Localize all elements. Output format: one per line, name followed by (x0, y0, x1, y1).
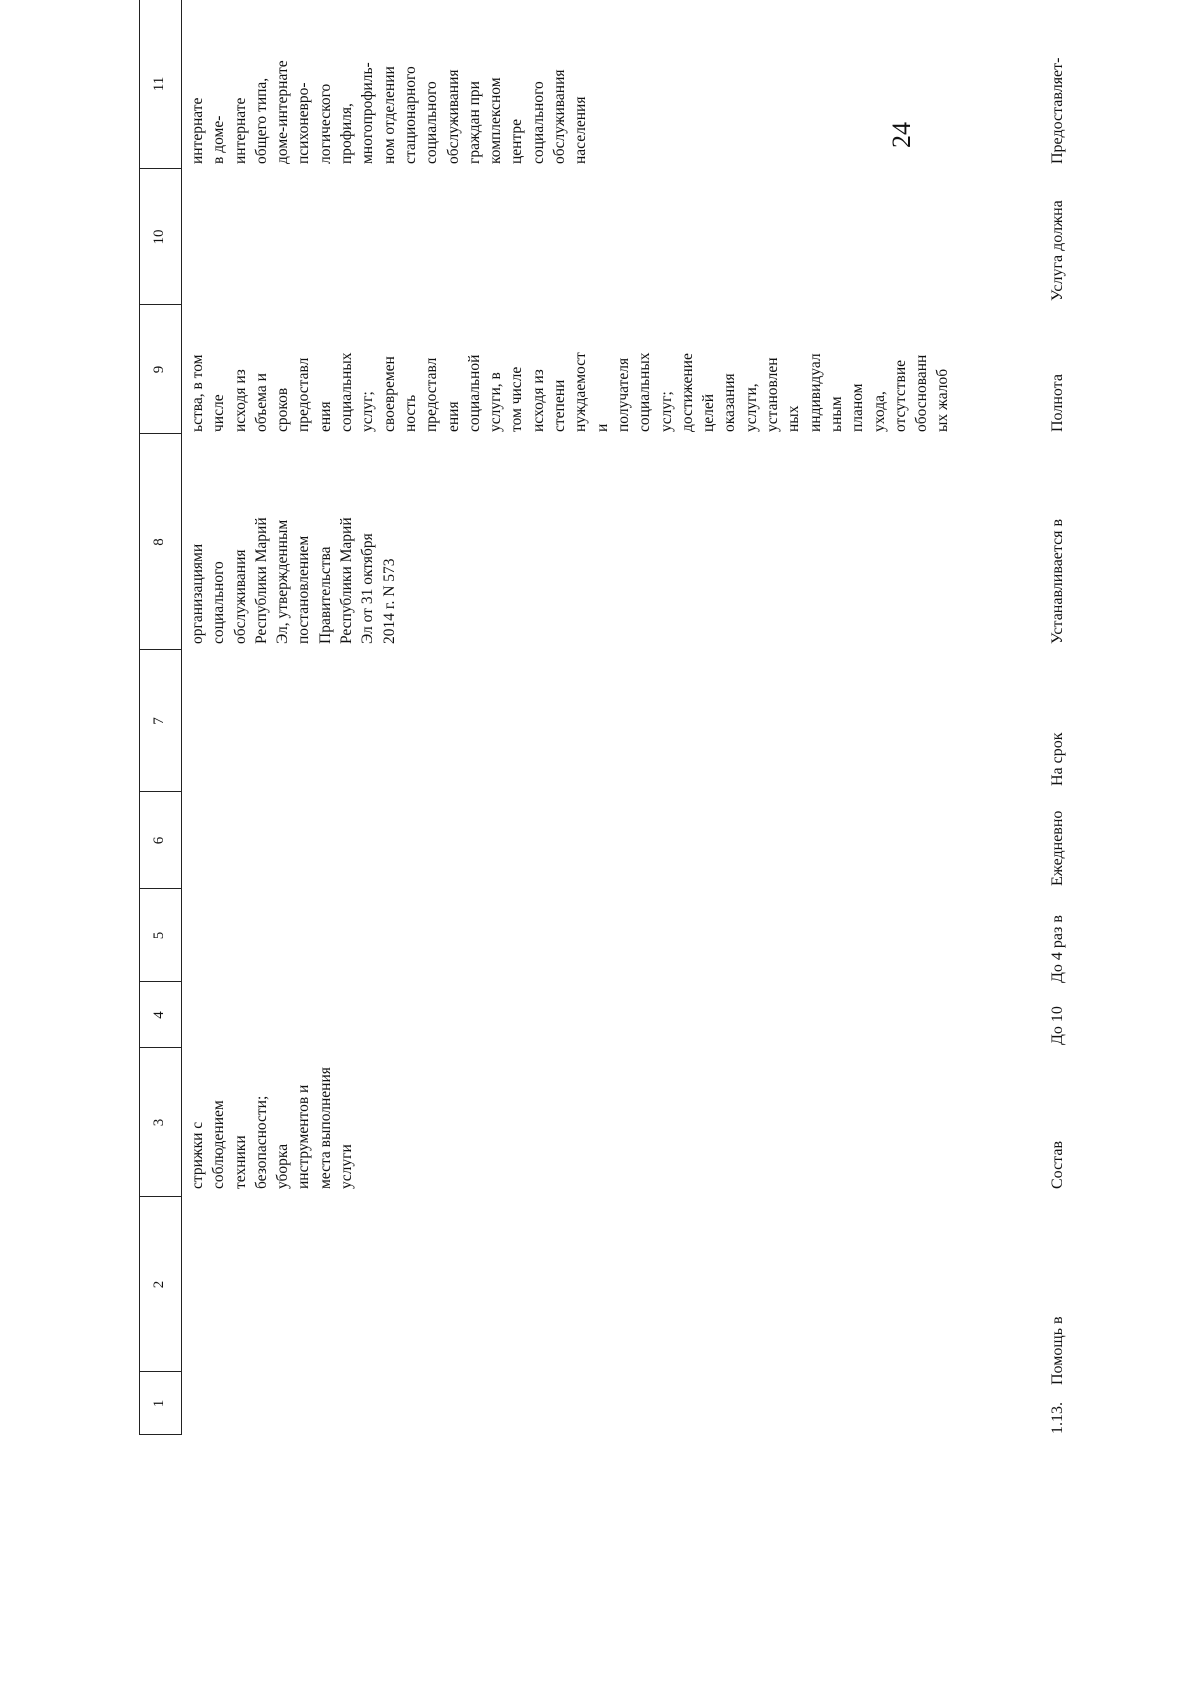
cell-line: обслуживания (551, 69, 569, 164)
cell-line: стрижки с (189, 1121, 206, 1189)
row-col11: Предоставляет- (1049, 57, 1066, 164)
cell-line: услуги, в (487, 372, 505, 432)
cell-line: 2014 г. N 573 (380, 558, 398, 644)
cell-line: том числе (508, 366, 526, 432)
cell-line: нуждаемост (572, 352, 590, 432)
cell-line: степени (551, 379, 569, 432)
cell-line: установлен (764, 357, 782, 432)
cell-line: социального (529, 81, 547, 164)
cell-line: планом (849, 383, 867, 432)
cell-line: места выполнения (316, 1067, 334, 1189)
cell-line: соблюдением (210, 1100, 228, 1189)
cell-line: услуг; (359, 391, 377, 432)
cell-line: ность (401, 394, 419, 432)
column-number-10: 10 (151, 229, 168, 245)
column-number-1: 1 (151, 1399, 168, 1408)
cell-line: безопасности; (252, 1095, 270, 1189)
cell-line: Республики Марий (252, 517, 270, 644)
cell-line: ном отделении (380, 66, 398, 164)
cell-line: комплексном (487, 77, 505, 164)
cell-line: ения (444, 401, 462, 432)
cell-line: ых жалоб (934, 368, 952, 432)
cell-line: уборка (274, 1143, 292, 1189)
column-number-4: 4 (151, 1011, 168, 1019)
cell-line: оказания (721, 373, 739, 432)
cell-line: социального (210, 561, 228, 644)
cell-line: ных (785, 405, 803, 432)
cell-line: обслуживания (231, 549, 249, 644)
header-bottom-line (181, 0, 182, 1435)
cell-line: исходя из (231, 369, 249, 432)
cell-line: ения (316, 401, 334, 432)
column-number-6: 6 (151, 836, 168, 845)
cell-line: услуг; (657, 391, 675, 432)
cell-line: многопрофиль- (359, 62, 377, 164)
cell-col9 (187, 352, 954, 432)
cell-line: Эл от 31 октября (359, 533, 377, 644)
cell-col11 (187, 60, 592, 164)
row-col2: Помощь в (1049, 1316, 1066, 1385)
cell-line: организациями (189, 543, 206, 644)
cell-line: постановлением (295, 535, 313, 644)
column-number-11: 11 (151, 76, 168, 92)
row-col8: Устанавливается в (1049, 518, 1066, 644)
cell-line: предоставл (423, 357, 441, 432)
cell-line: целей (700, 393, 718, 432)
cell-line: психоневро- (295, 82, 313, 164)
cell-line: числе (210, 394, 228, 432)
cell-line: услуги, (742, 383, 760, 432)
cell-line: ьства, в том (189, 354, 206, 432)
column-number-5: 5 (151, 931, 168, 940)
cell-line: объема и (252, 373, 270, 432)
column-number-9: 9 (151, 365, 168, 374)
cell-line: социальных (636, 352, 654, 432)
cell-line: граждан при (465, 81, 483, 164)
cell-line: ьным (827, 396, 845, 432)
cell-line: Республики Марий (338, 517, 356, 644)
cell-col8 (187, 517, 400, 644)
cell-line: в доме- (210, 115, 228, 164)
cell-line: сроков (274, 387, 292, 432)
cell-line: профиля, (338, 103, 356, 164)
cell-line: обслуживания (444, 69, 462, 164)
cell-line: интернате (231, 97, 249, 164)
row-col4: До 10 (1049, 1006, 1066, 1045)
cell-line: обоснованн (913, 354, 931, 432)
row-col7: На срок (1049, 732, 1066, 786)
cell-line: получателя (614, 357, 632, 432)
cell-line: отсутствие (891, 359, 909, 432)
cell-line: своевремен (380, 356, 398, 432)
cell-line: социальных (338, 352, 356, 432)
cell-line: логического (316, 83, 334, 164)
cell-line: Правительства (316, 546, 334, 644)
cell-line: стационарного (401, 66, 419, 164)
cell-line: и (593, 423, 611, 432)
row-col3: Состав (1049, 1140, 1066, 1189)
cell-col3 (187, 1067, 357, 1189)
cell-line: Эл, утвержденным (274, 519, 292, 644)
cell-line: инструментов и (295, 1084, 313, 1189)
cell-line: предоставл (295, 357, 313, 432)
cell-line: интернате (189, 97, 206, 164)
column-number-2: 2 (151, 1280, 168, 1289)
cell-line: социального (423, 81, 441, 164)
cell-line: услуги (338, 1144, 356, 1189)
row-col6: Ежедневно (1049, 810, 1066, 886)
cell-line: достижение (678, 353, 696, 432)
cell-line: общего типа, (252, 77, 270, 164)
cell-line: ухода, (870, 391, 888, 432)
row-col10: Услуга должна (1049, 200, 1066, 301)
page-number-text: 24 (887, 122, 916, 148)
cell-line: доме-интернате (274, 60, 292, 164)
row-number: 1.13. (1049, 1402, 1066, 1434)
cell-line: социальной (465, 354, 483, 432)
cell-line: населения (572, 96, 590, 164)
row-col5: До 4 раз в (1049, 915, 1066, 983)
cell-line: индивидуал (806, 353, 824, 432)
cell-line: исходя из (529, 369, 547, 432)
cell-line: техники (231, 1135, 249, 1189)
row-col9: Полнота (1049, 374, 1066, 432)
column-number-7: 7 (151, 717, 168, 725)
column-number-8: 8 (151, 538, 168, 546)
cell-line: центре (508, 118, 526, 164)
column-number-3: 3 (151, 1118, 168, 1127)
